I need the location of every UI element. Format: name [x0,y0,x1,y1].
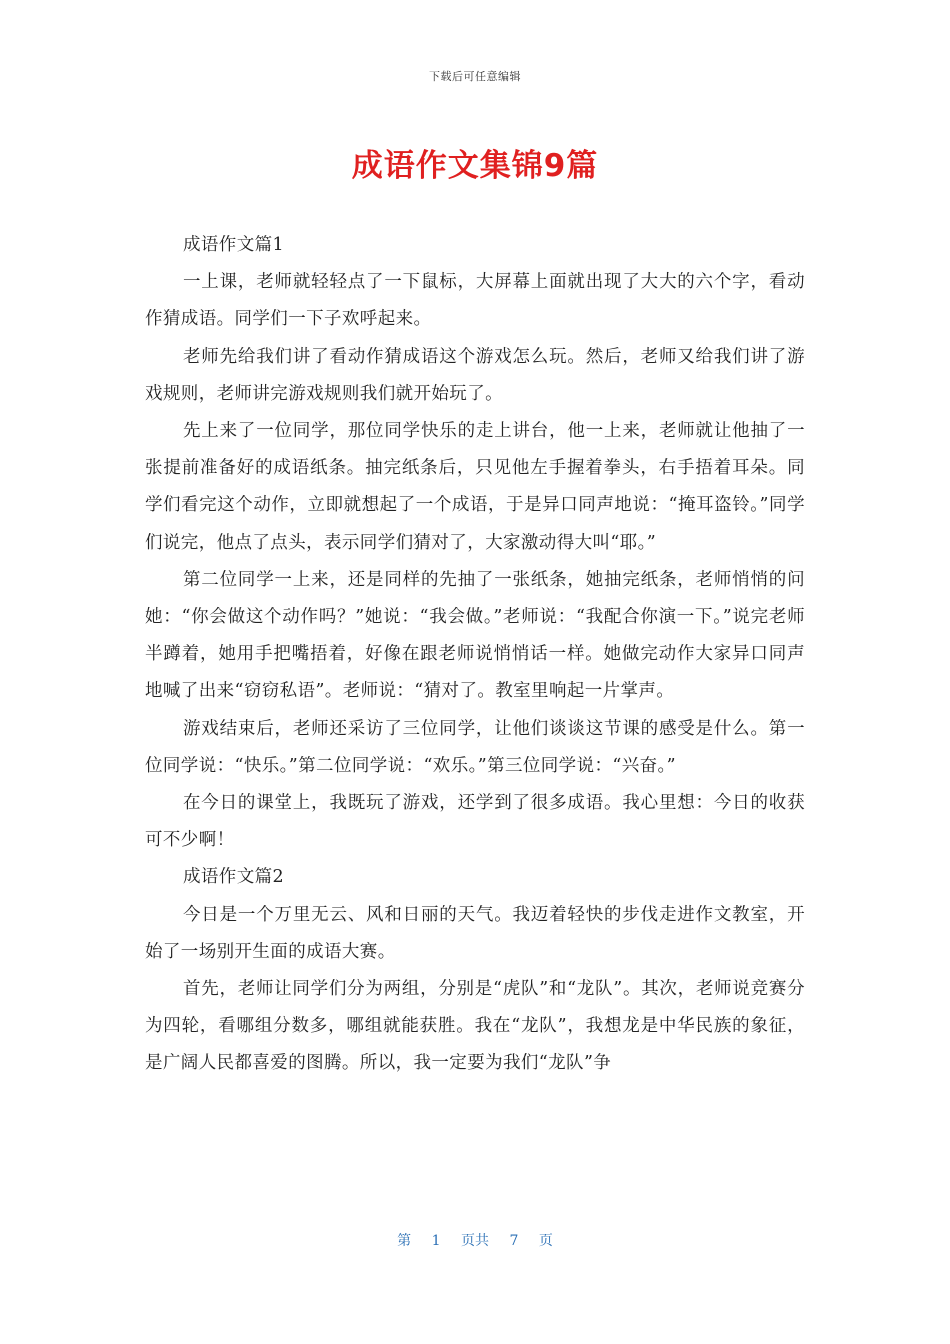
paragraph: 先上来了一位同学，那位同学快乐的走上讲台，他一上来，老师就让他抽了一张提前准备好的成语纸条。抽完纸条后，只见他左手握着拳头，右手捂着耳朵。同学们看完这个动作，立即就想起了一个成语，于是异口同声地说：“掩耳盗铃。”同学们说完，他点了点头，表示同学们猜对了，大家激动得大叫“耶。” [145,421,805,553]
paragraph: 今日是一个万里无云、风和日丽的天气。我迈着轻快的步伐走进作文教室，开始了一场别开生面的成语大赛。 [145,904,805,962]
page-title: 成语作文集锦9篇 [351,148,599,184]
paragraph: 游戏结束后，老师还采访了三位同学，让他们谈谈这节课的感受是什么。第一位同学说：“快乐。”第二位同学说：“欢乐。”第三位同学说：“兴奋。” [145,718,805,776]
paragraph: 一上课，老师就轻轻点了一下鼠标，大屏幕上面就出现了大大的六个字，看动作猜成语。同学们一下子欢呼起来。 [145,272,805,330]
page-label-mid: 页共 [461,1233,489,1249]
page-label-prefix: 第 [397,1233,412,1249]
header-note: 下载后可任意编辑 [429,70,521,83]
total-pages: 7 [509,1233,519,1249]
document-body [145,227,805,1083]
paragraph: 第二位同学一上来，还是同样的先抽了一张纸条，她抽完纸条，老师悄悄的问她：“你会做这个动作吗？”她说：“我会做。”老师说：“我配合你演一下。”说完老师半蹲着，她用手把嘴捂着，好像在跟老师说悄悄话一样。她做完动作大家异口同声地喊了出来“窃窃私语”。老师说：“猜对了。教室里响起一片掌声。 [145,569,805,702]
paragraph: 首先，老师让同学们分为两组，分别是“虎队”和“龙队”。其次，老师说竞赛分为四轮，看哪组分数多，哪组就能获胜。我在“龙队”，我想龙是中华民族的象征，是广阔人民都喜爱的图腾。所以，我一定要为我们“龙队”争 [145,979,805,1074]
section-heading-2: 成语作文篇2 [183,867,285,888]
page-number: 1 [431,1233,441,1249]
paragraph: 老师先给我们讲了看动作猜成语这个游戏怎么玩。然后，老师又给我们讲了游戏规则，老师讲完游戏规则我们就开始玩了。 [145,346,805,404]
page-label-suffix: 页 [538,1233,553,1249]
paragraph: 在今日的课堂上，我既玩了游戏，还学到了很多成语。我心里想：今日的收获可不少啊！ [145,793,805,851]
page-footer [0,1230,950,1250]
section-heading-1: 成语作文篇1 [183,235,285,255]
